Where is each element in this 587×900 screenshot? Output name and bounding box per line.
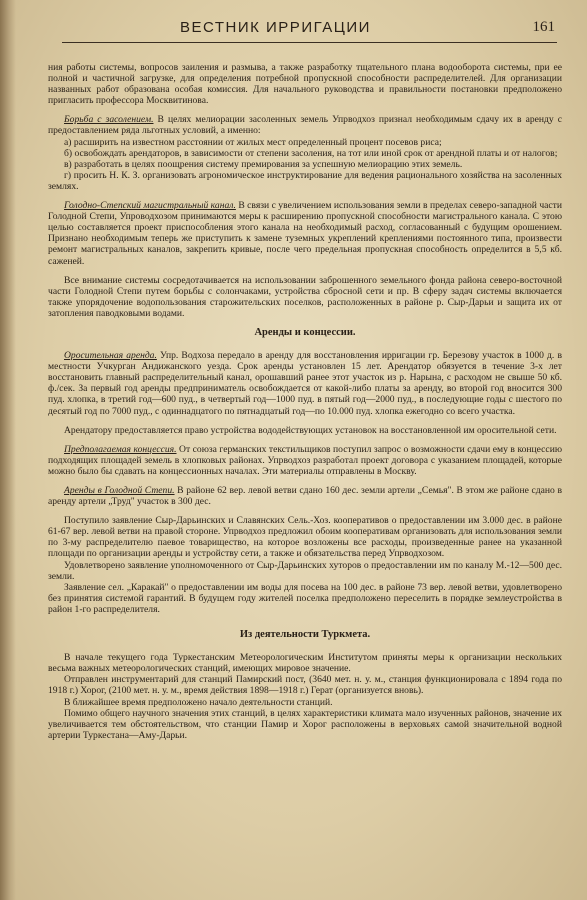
paragraph-text: б) освобождать арендаторов, в зависимости от степени засоления, на тот или иной срок от арендной платы и от налогов; xyxy=(64,147,558,159)
run-in-heading: Голодно-Степский магистральный канал. xyxy=(64,200,236,212)
irrigation-notes xyxy=(48,62,562,319)
article-body xyxy=(48,62,562,749)
paragraph-text: Арендатору предоставляется право устройства вододействующих установок на восстановленной им оросительной сети. xyxy=(64,424,557,436)
paragraph-postupilo xyxy=(48,515,562,559)
paragraph-z_a xyxy=(48,137,562,148)
run-in-heading: Борьба с засолением. xyxy=(64,114,154,126)
paragraph-z_g xyxy=(48,170,562,192)
paragraph-text: В начале текущего года Туркестанским Метеорологическим Институтом приняты меры к организации нескольких весьма важных метеорологических станций, имеющих мировое значение. xyxy=(48,652,562,675)
run-in-heading: Предполагаемая концессия. xyxy=(64,443,177,455)
section-arendy xyxy=(48,350,562,615)
paragraph-text: Удовлетворено заявление уполномоченного от Сыр-Дарьинских хуторов о предоставлении им по каналу М.-12—500 дес. земли. xyxy=(48,559,562,582)
paragraph-vnimanie xyxy=(48,275,562,319)
paragraph-text: В целях мелиорации засоленных земель Упрводхоз признал необходимым сдачу их в аренду с предоставлением ряда льготных условий, а именно: xyxy=(48,114,562,137)
paragraph-golodnaya xyxy=(48,485,562,507)
section-turkmet xyxy=(48,652,562,741)
paragraph-text: В ближайшее время предположено начало деятельности станций. xyxy=(64,696,333,708)
paragraph-text: ния работы системы, вопросов заиления и размыва, а также разработку тщательного плана водооборота системы, при ее полной и частичной загрузке, для определения потребной пропускной способности распределителей. Для организации названных работ образована особая комиссия. Для начального руководства и правильности постановки предположено пригласить профессора Москвитинова. xyxy=(48,62,562,107)
paragraph-zasolenie xyxy=(48,114,562,136)
paragraph-intro xyxy=(48,62,562,106)
paragraph-z_b xyxy=(48,148,562,159)
run-in-heading: Оросительная аренда. xyxy=(64,350,157,362)
paragraph-pomimo xyxy=(48,708,562,741)
paragraph-z_v xyxy=(48,159,562,170)
paragraph-text: Помимо общего научного значения этих станций, в целях характеристики климата мало изученных районов, значение их увеличивается тем обстоятельством, что станции Памир и Хорог расположены в верховьях самой значительной водной артерии Туркестана—Аму-Дарьи. xyxy=(48,707,562,741)
paragraph-orositelnaya xyxy=(48,350,562,417)
paragraph-koncessiya xyxy=(48,444,562,477)
paragraph-text: Отправлен инструментарий для станций Памирский пост, (3640 мет. н. у. м., станция функционировала с 1894 года по 1918 г.) Хорог, (2100 мет. н. у. м., время действия 1898—1918 г.) Герат (организуется вновь). xyxy=(48,674,562,697)
paragraph-text: От союза германских текстильщиков поступил запрос о возможности сдачи ему в концессию подходящих площадей земель в хлопковых районах. Упрводхоз разработал проект договора с указанием площадей, которые можно было бы сдавать на концессионных началах. Эти материалы отправлены в Москву. xyxy=(48,443,562,477)
journal-title: ВЕСТНИК ИРРИГАЦИИ xyxy=(180,19,371,36)
section-title-turkmet: Из деятельности Туркмета. xyxy=(239,629,371,641)
paragraph-text: В районе 62 вер. левой ветви сдано 160 дес. земли артели „Семья". В этом же районе сдано в аренду артели „Труд" участок в 300 дес. xyxy=(48,485,562,508)
running-header xyxy=(62,19,557,43)
paragraph-text: Упр. Водхоза передало в аренду для восстановления ирригации гр. Березову участок в 1000 д. в местности Учкурган Андижанского уезда. Срок аренды установлен 15 лет. Арендатор обязуется в течение 3-х лет восстановить главный распределительный канал, орошавший ранее этот участок из р. Нарына, с расходом не свыше 50 кб. ф./сек. За первый год аренды предприниматель освобождается от какой-либо платы за аренду, во второй год вносится 300 пуд. хлопка, в третий год—600 пуд., в четвертый год—1000 пуд. в пятый год—2000 пуд., в последующие годы с шестого по десятый год по 7000 пуд., с одиннадцатого по пятнадцатый год—по 10.000 пуд. хлопка ежегодно со всего участка. xyxy=(48,350,562,417)
paragraph-kanal xyxy=(48,200,562,267)
paragraph-nachale xyxy=(48,652,562,674)
paragraph-text: В связи с увеличением использования земли в пределах северо-западной части Голодной Степи, Упроводхозом принимаются меры к расширению пропускной способности магистрального канала. С этою целью составляется проект приспособления этого канала на необходимый расход, согласованный с будущим орошением. Признано необходимым теперь же приступить к замене туземных укреплений креплениями постоянного типа, произвести ремонт магистральных каналов, закрепить кривые, после чего предельная пропускная способность определится в 5,5 кб. саженей. xyxy=(48,200,563,267)
paragraph-udovletvoreno xyxy=(48,560,562,582)
paragraph-text: Все внимание системы сосредотачивается на использовании заброшенного земельного фонда района северо-восточной части Голодной Степи путем борьбы с солончаками, устройства сбросной сети и пр. В сферу задач системы включается также упорядочение водопользования старожительских поселков, расположенных в районе р. Сыр-Дарьи и защита их от затопления паводковыми водами. xyxy=(48,274,562,319)
run-in-heading: Аренды в Голодной Степи. xyxy=(64,485,175,496)
paragraph-text: г) просить Н. К. З. организовать агрономическое инструктирование для ведения рационального хозяйства на засоленных землях. xyxy=(48,169,562,192)
paragraph-text: Заявление сел. „Каракай" о предоставлении им воды для посева на 100 дес. в районе 73 вер. левой ветви, удовлетворено без принятия системой гарантий. В будущем году жителей поселка предположено переселить в порядке землеустройства в район 1-го распределителя. xyxy=(48,581,562,615)
paragraph-text: Поступило заявление Сыр-Дарьинских и Славянских Сель.-Хоз. кооперативов о предоставлении им 3.000 дес. в районе 61-67 вер. левой ветви на правой стороне. Упрводхоз предложил обоим кооперативам организовать для использования земли по 3-му распределителю паевое товарищество, на которое возложены все расходы, произведенные ранее на указанной площади по организации аренды и устройству сети, а также и обязательства перед Упрводхозом. xyxy=(48,515,562,560)
paragraph-text: а) расширить на известном расстоянии от жилых мест определенный процент посевов риса; xyxy=(64,136,442,148)
paragraph-blizhayshee xyxy=(48,697,562,708)
section-title-arendy: Аренды и концессии. xyxy=(254,326,356,338)
page-number: 161 xyxy=(532,19,555,35)
book-spine-shadow xyxy=(0,0,16,900)
paragraph-text: в) разработать в целях поощрения систему премирования за успешную мелиорацию этих земель. xyxy=(64,158,463,170)
paragraph-otpravlen xyxy=(48,674,562,696)
paragraph-arendatoru xyxy=(48,425,562,436)
paragraph-karakay xyxy=(48,582,562,615)
